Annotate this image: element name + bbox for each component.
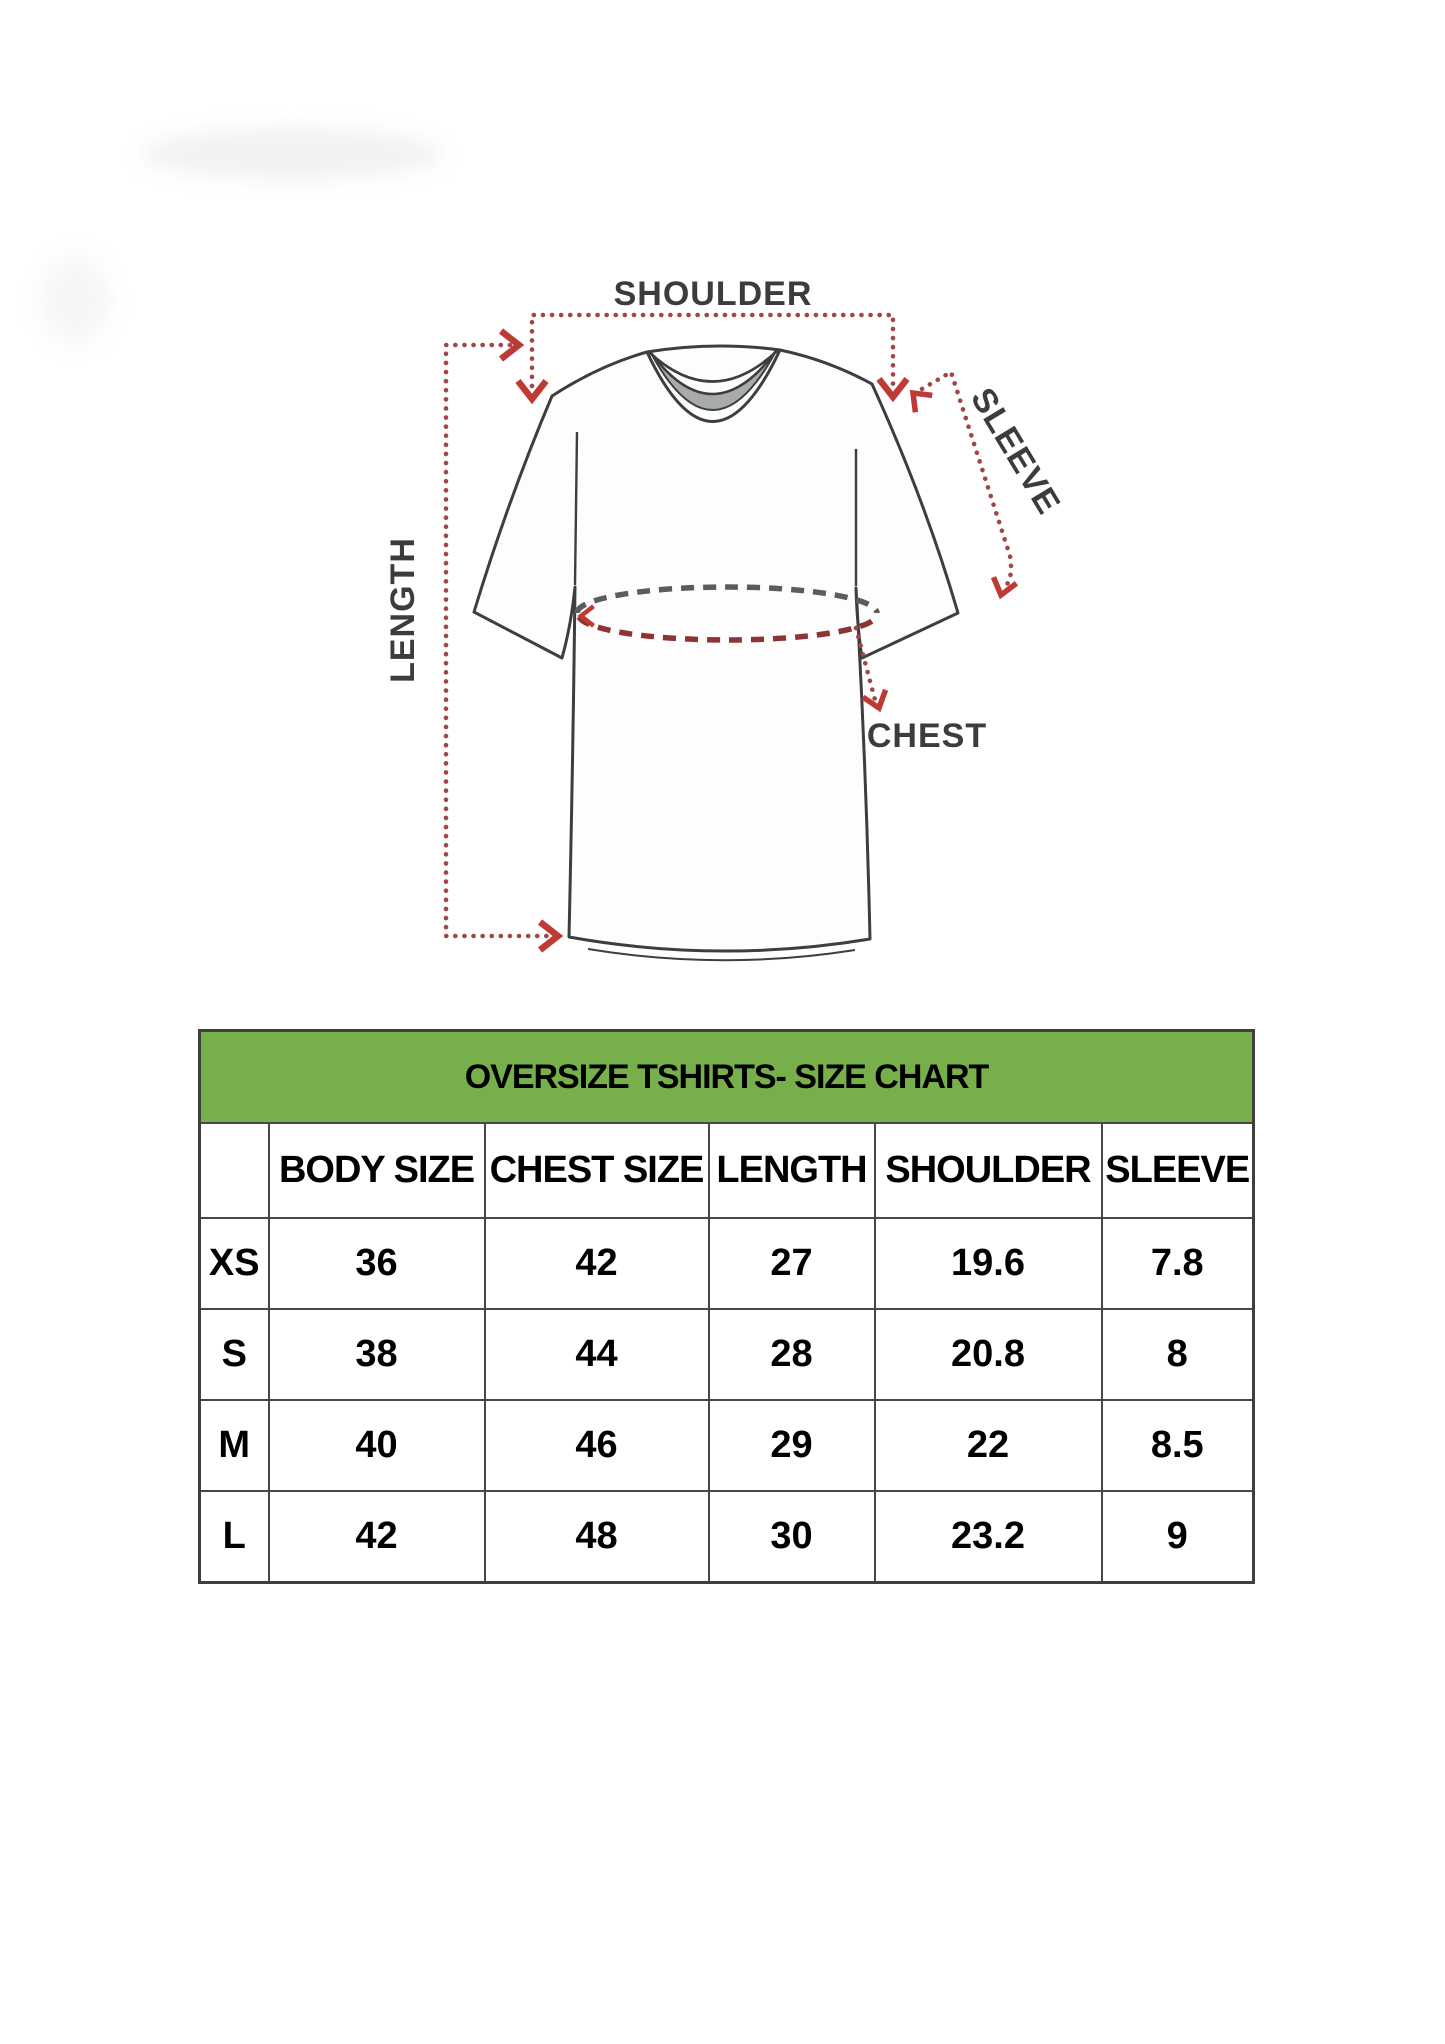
- size-chart-section: [198, 1029, 1252, 1584]
- tshirt-measurement-diagram: [380, 170, 1070, 1000]
- cell-length: 30: [709, 1491, 875, 1582]
- chest-arrow-icon: [863, 690, 890, 712]
- cell-sleeve: 7.8: [1102, 1218, 1254, 1309]
- cell-length: 29: [709, 1400, 875, 1491]
- chart-title: OVERSIZE TSHIRTS- SIZE CHART: [200, 1031, 1254, 1124]
- cell-shoulder: 22: [875, 1400, 1102, 1491]
- length-arrow-bottom-icon: [540, 922, 558, 950]
- scan-artifact: [40, 255, 110, 345]
- sleeve-arrow-end-icon: [990, 577, 1017, 598]
- column-header-blank: [200, 1123, 269, 1218]
- table-row-l: [200, 1491, 1254, 1582]
- table-row-xs: [200, 1218, 1254, 1309]
- cell-chest-size: 48: [485, 1491, 709, 1582]
- cell-length: 27: [709, 1218, 875, 1309]
- size-chart-table: [198, 1029, 1255, 1584]
- chest-label: CHEST: [866, 717, 988, 755]
- table-row-s: [200, 1309, 1254, 1400]
- cell-chest-size: 46: [485, 1400, 709, 1491]
- cell-shoulder: 23.2: [875, 1491, 1102, 1582]
- cell-chest-size: 44: [485, 1309, 709, 1400]
- size-label: L: [200, 1491, 269, 1582]
- size-label: M: [200, 1400, 269, 1491]
- column-header-body-size: BODY SIZE: [269, 1123, 485, 1218]
- cell-chest-size: 42: [485, 1218, 709, 1309]
- sleeve-label: SLEEVE: [963, 381, 1068, 522]
- cell-shoulder: 20.8: [875, 1309, 1102, 1400]
- size-label: S: [200, 1309, 269, 1400]
- size-label: XS: [200, 1218, 269, 1309]
- cell-body-size: 40: [269, 1400, 485, 1491]
- chart-header-row: [200, 1123, 1254, 1218]
- chart-title-row: [200, 1031, 1254, 1124]
- cell-body-size: 38: [269, 1309, 485, 1400]
- column-header-shoulder: SHOULDER: [875, 1123, 1102, 1218]
- column-header-length: LENGTH: [709, 1123, 875, 1218]
- cell-sleeve: 8.5: [1102, 1400, 1254, 1491]
- column-header-chest-size: CHEST SIZE: [485, 1123, 709, 1218]
- cell-shoulder: 19.6: [875, 1218, 1102, 1309]
- table-row-m: [200, 1400, 1254, 1491]
- cell-sleeve: 8: [1102, 1309, 1254, 1400]
- column-header-sleeve: SLEEVE: [1102, 1123, 1254, 1218]
- length-label: LENGTH: [384, 537, 422, 683]
- cell-body-size: 36: [269, 1218, 485, 1309]
- cell-sleeve: 9: [1102, 1491, 1254, 1582]
- cell-length: 28: [709, 1309, 875, 1400]
- cell-body-size: 42: [269, 1491, 485, 1582]
- shoulder-label: SHOULDER: [613, 275, 813, 313]
- tshirt-outline: [474, 346, 958, 951]
- sleeve-arrow-start-icon: [905, 385, 933, 413]
